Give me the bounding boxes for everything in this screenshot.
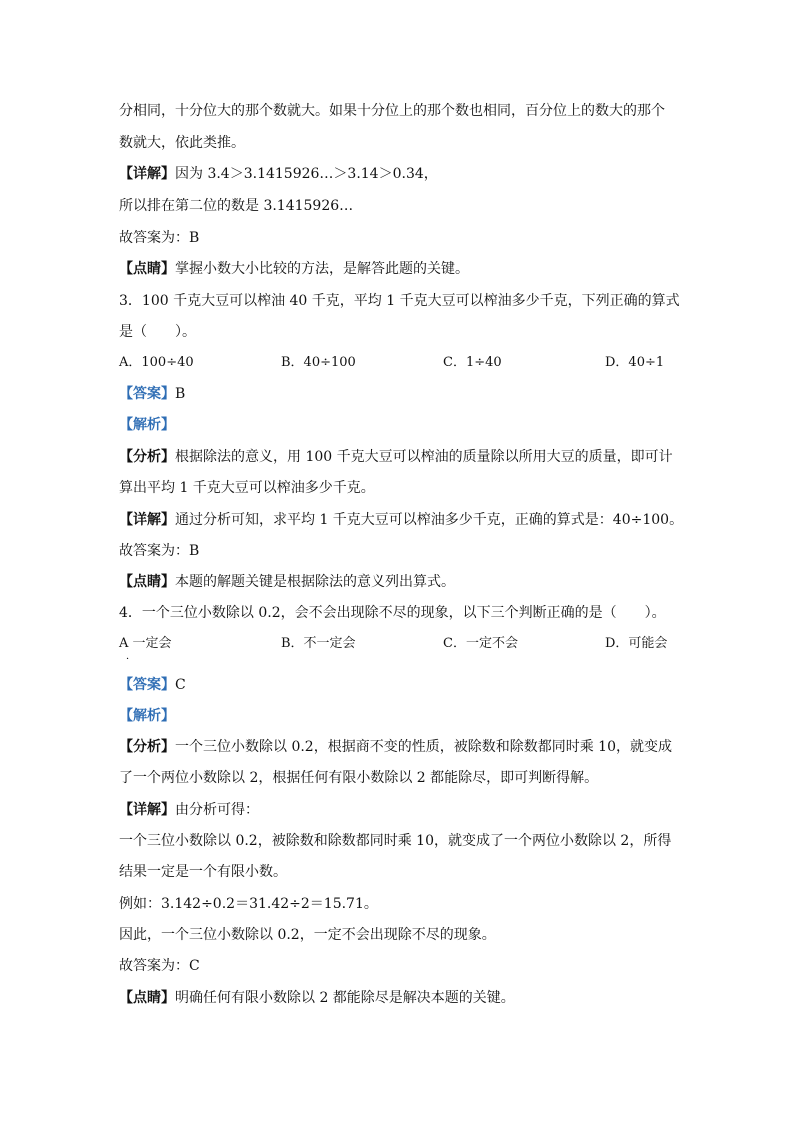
q3-option-a: A．100÷40 xyxy=(119,355,194,370)
analyze-paragraph xyxy=(119,447,673,467)
text-line: 所以排在第二位的数是 3.1415926… xyxy=(119,198,354,214)
analysis-heading xyxy=(119,415,175,435)
analyze-text: 根据除法的意义，用 100 千克大豆可以榨油的质量除以所用大豆的质量，即可计 xyxy=(175,449,673,465)
analysis-tag: 【解析】 xyxy=(119,417,175,433)
comment-paragraph xyxy=(119,259,469,279)
analyze-tag: 【分析】 xyxy=(119,739,175,755)
detail-text: 通过分析可知，求平均 1 千克大豆可以榨油多少千克，正确的算式是：40÷100。 xyxy=(175,512,684,528)
analysis-heading xyxy=(119,706,175,726)
detail-tag: 【详解】 xyxy=(119,802,175,818)
text-line: 因此，一个三位小数除以 0.2，一定不会出现除不尽的现象。 xyxy=(119,927,496,943)
detail-paragraph xyxy=(119,510,683,530)
q4-option-d: D．可能会 xyxy=(605,636,668,651)
text-line: 算出平均 1 千克大豆可以榨油多少千克。 xyxy=(119,480,375,496)
text-line: 数就大，依此类推。 xyxy=(119,135,245,151)
comment-text: 掌握小数大小比较的方法，是解答此题的关键。 xyxy=(175,261,469,277)
analyze-paragraph xyxy=(119,737,672,757)
q3-option-b: B．40÷100 xyxy=(281,355,356,370)
analyze-tag: 【分析】 xyxy=(119,449,175,465)
text-line: 例如：3.142÷0.2＝31.42÷2＝15.71。 xyxy=(119,896,378,912)
text-line: 分相同，十分位大的那个数就大。如果十分位上的那个数也相同，百分位上的数大的那个 xyxy=(119,103,665,119)
comment-tag: 【点睛】 xyxy=(119,261,175,277)
comment-paragraph xyxy=(119,572,455,592)
answer-text: C xyxy=(175,677,186,693)
q3-option-d: D．40÷1 xyxy=(605,355,665,370)
comment-tag: 【点睛】 xyxy=(119,574,175,590)
q4-option-b: B．不一定会 xyxy=(281,636,356,651)
comment-tag: 【点睛】 xyxy=(119,990,175,1006)
detail-paragraph xyxy=(119,800,259,820)
q3-option-c: C．1÷40 xyxy=(443,355,502,370)
q4-option-c: C．一定不会 xyxy=(443,636,518,651)
answer-tag: 【答案】 xyxy=(119,386,175,402)
question-4-stem: 4．一个三位小数除以 0.2，会不会出现除不尽的现象，以下三个判断正确的是（ ）。 xyxy=(119,605,666,621)
detail-tag: 【详解】 xyxy=(119,166,175,182)
text-line: 故答案为：B xyxy=(119,230,200,246)
comment-text: 本题的解题关键是根据除法的意义列出算式。 xyxy=(175,574,455,590)
q4-option-a: A 一定会 xyxy=(119,636,172,651)
detail-paragraph xyxy=(119,164,438,184)
detail-text: 由分析可得： xyxy=(175,802,259,818)
answer-tag: 【答案】 xyxy=(119,677,175,693)
analysis-tag: 【解析】 xyxy=(119,708,175,724)
answer-paragraph xyxy=(119,384,185,404)
text-line: 一个三位小数除以 0.2，被除数和除数都同时乘 10，就变成了一个两位小数除以 2，所得 xyxy=(119,833,672,849)
text-line: 结果一定是一个有限小数。 xyxy=(119,864,287,880)
answer-paragraph xyxy=(119,675,186,695)
text-line: 故答案为：C xyxy=(119,958,200,974)
question-3-stem-cont: 是（ ）。 xyxy=(119,324,196,340)
q4-option-a-dot: ． xyxy=(126,651,136,662)
detail-tag: 【详解】 xyxy=(119,512,175,528)
question-3-stem: 3．100 千克大豆可以榨油 40 千克，平均 1 千克大豆可以榨油多少千克，下列正确的算式 xyxy=(119,293,680,309)
comment-paragraph xyxy=(119,988,515,1008)
text-line: 了一个两位小数除以 2，根据任何有限小数除以 2 都能除尽，即可判断得解。 xyxy=(119,770,599,786)
answer-text: B xyxy=(175,386,186,402)
detail-text: 因为 3.4＞3.1415926…＞3.14＞0.34， xyxy=(175,166,438,182)
text-line: 故答案为：B xyxy=(119,543,200,559)
comment-text: 明确任何有限小数除以 2 都能除尽是解决本题的关键。 xyxy=(175,990,515,1006)
analyze-text: 一个三位小数除以 0.2，根据商不变的性质，被除数和除数都同时乘 10，就变成 xyxy=(175,739,672,755)
